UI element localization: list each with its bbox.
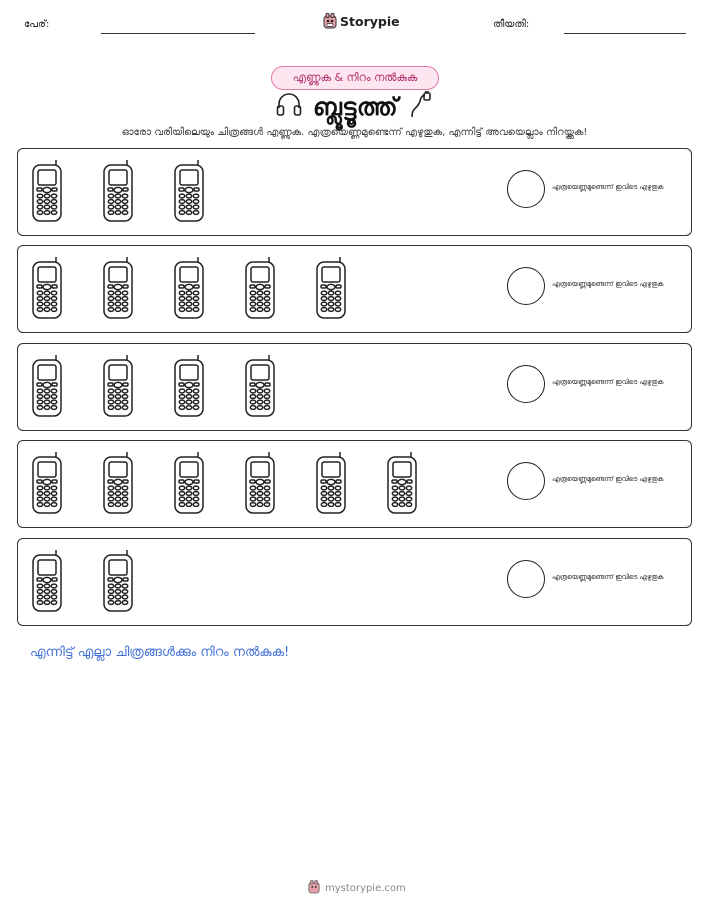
- mobile-phone-icon[interactable]: [172, 159, 206, 223]
- instructions: ഓരോ വരിയിലെയും ചിത്രങ്ങൾ എണ്ണുക. എത്രയെണ്ണമുണ്ടെന്ന് എഴുതുക, എന്നിട്ട് അവയെല്ലാം നിറയ്ക്കുക!: [121, 127, 588, 138]
- cable-icon: [408, 91, 434, 123]
- answer-circle[interactable]: [507, 267, 545, 305]
- count-row: [17, 245, 692, 333]
- name-label: പേര്:: [24, 19, 50, 30]
- mobile-phone-icon[interactable]: [243, 451, 277, 515]
- footer-note: എന്നിട്ട് എല്ലാ ചിത്രങ്ങൾക്കും നിറം നൽകുക!: [30, 645, 290, 660]
- mobile-phone-icon[interactable]: [30, 549, 64, 613]
- page-title: ബ്ലൂട്ടൂത്ത്: [312, 93, 399, 121]
- mobile-phone-icon[interactable]: [30, 256, 64, 320]
- name-field[interactable]: [101, 33, 255, 34]
- footer-url[interactable]: mystorypie.com: [325, 883, 406, 894]
- answer-circle[interactable]: [507, 560, 545, 598]
- answer-hint: എത്രയെണ്ണമുണ്ടെന്ന് ഇവിടെ എഴുതുക: [552, 475, 664, 483]
- mobile-phone-icon[interactable]: [30, 451, 64, 515]
- mobile-phone-icon[interactable]: [385, 451, 419, 515]
- mobile-phone-icon[interactable]: [243, 256, 277, 320]
- mobile-phone-icon[interactable]: [243, 354, 277, 418]
- date-field[interactable]: [564, 33, 686, 34]
- answer-hint: എത്രയെണ്ണമുണ്ടെന്ന് ഇവിടെ എഴുതുക: [552, 573, 664, 581]
- brand-name: Storypie: [340, 13, 400, 29]
- mobile-phone-icon[interactable]: [314, 451, 348, 515]
- storypie-mascot-icon: [323, 13, 337, 29]
- mobile-phone-icon[interactable]: [101, 256, 135, 320]
- date-label: തീയതി:: [493, 19, 530, 30]
- mobile-phone-icon[interactable]: [172, 354, 206, 418]
- count-row: [17, 148, 692, 236]
- footer: [308, 880, 406, 897]
- answer-circle[interactable]: [507, 170, 545, 208]
- mobile-phone-icon[interactable]: [101, 549, 135, 613]
- mobile-phone-icon[interactable]: [172, 451, 206, 515]
- title-row: [0, 90, 709, 124]
- mobile-phone-icon[interactable]: [30, 159, 64, 223]
- count-row: [17, 538, 692, 626]
- headphones-icon: [275, 91, 303, 123]
- answer-hint: എത്രയെണ്ണമുണ്ടെന്ന് ഇവിടെ എഴുതുക: [552, 280, 664, 288]
- answer-hint: എത്രയെണ്ണമുണ്ടെന്ന് ഇവിടെ എഴുതുക: [552, 378, 664, 386]
- activity-badge: എണ്ണുക & നിറം നൽകുക: [271, 66, 439, 90]
- count-row: [17, 343, 692, 431]
- mobile-phone-icon[interactable]: [101, 354, 135, 418]
- answer-hint: എത്രയെണ്ണമുണ്ടെന്ന് ഇവിടെ എഴുതുക: [552, 183, 664, 191]
- brand-logo: [323, 13, 400, 29]
- mobile-phone-icon[interactable]: [101, 159, 135, 223]
- storypie-mascot-icon: [308, 880, 320, 897]
- count-row: [17, 440, 692, 528]
- answer-circle[interactable]: [507, 462, 545, 500]
- mobile-phone-icon[interactable]: [314, 256, 348, 320]
- answer-circle[interactable]: [507, 365, 545, 403]
- mobile-phone-icon[interactable]: [101, 451, 135, 515]
- mobile-phone-icon[interactable]: [172, 256, 206, 320]
- mobile-phone-icon[interactable]: [30, 354, 64, 418]
